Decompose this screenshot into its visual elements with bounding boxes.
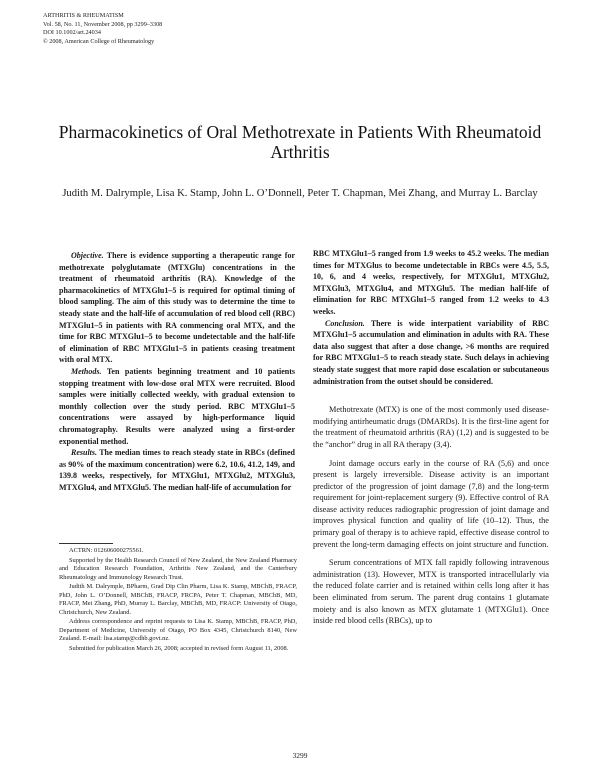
page-number: 3299 bbox=[292, 751, 308, 760]
journal-name: ARTHRITIS & RHEUMATISM bbox=[43, 12, 124, 19]
footnote-correspondence: Address correspondence and reprint requests to Lisa K. Stamp, MBChB, FRACP, PhD, Department of Medicine, University of Otago, PO Box 4345, Christchurch 8140, New Zealand. E-mail: lisa.stamp@cdhb.govt.nz. bbox=[59, 618, 297, 642]
journal-copyright: © 2008, American College of Rheumatology bbox=[43, 37, 155, 45]
left-column bbox=[59, 250, 295, 493]
article-authors: Judith M. Dalrymple, Lisa K. Stamp, John L. O’Donnell, Peter T. Chapman, Mei Zhang, and Murray L. Barclay bbox=[62, 188, 538, 199]
abstract-results-continued: RBC MTXGlu1–5 ranged from 1.9 weeks to 45.2 weeks. The median times for MTXGlus to become undetectable in RBCs were 4.5, 5.5, 10, 6, and 4 weeks, respectively, for MTXGlu1, MTXGlu2, MTXGlu3, MTXGlu4, and MTXGlu5. The median half-life of elimination for RBC MTXGlu1–5 ranged from 1.2 weeks to 4.3 weeks. bbox=[313, 249, 549, 316]
right-column bbox=[313, 248, 549, 634]
footnote-rule bbox=[59, 543, 113, 544]
results-lead: Results. bbox=[71, 448, 98, 458]
abstract-methods bbox=[59, 366, 295, 447]
article-title: Pharmacokinetics of Oral Methotrexate in Patients With Rheumatoid Arthritis bbox=[58, 122, 542, 162]
footnote-funding: Supported by the Health Research Council of New Zealand, the New Zealand Pharmacy and Education Research Foundation, Arthritis New Zealand, and the Canterbury Rheumatology and Immunology Research Trust. bbox=[59, 556, 297, 581]
journal-header bbox=[43, 12, 162, 46]
footnotes bbox=[59, 543, 297, 654]
conclusion-text: There is wide interpatient variability of RBC MTXGlu1–5 accumulation and elimination in adults with RA. These data also suggest that after a dose change, >6 months are required for RBC MTXGlu1–5 to reach steady state. Such delays in achieving steady state suggest that more rapid dose escalation or subcutaneous administration from the outset should be considered. bbox=[313, 318, 549, 386]
conclusion-lead: Conclusion. bbox=[325, 318, 365, 328]
footnote-submission: Submitted for publication March 26, 2008; accepted in revised form August 11, 2008. bbox=[69, 644, 289, 652]
methods-lead: Methods. bbox=[71, 366, 102, 376]
results-text: The median times to reach steady state in RBCs (defined as 90% of the maximum concentration) were 6.2, 10.6, 41.2, 149, and 139.8 weeks, respectively, for MTXGlu1, MTXGlu2, MTXGlu3, MTXGlu4, and MTXGlu5. The median half-life of accumulation for bbox=[59, 448, 295, 492]
journal-volume: Vol. 58, No. 11, November 2008, pp 3299–3308 bbox=[43, 20, 163, 28]
abstract-right bbox=[313, 248, 549, 387]
objective-lead: Objective. bbox=[71, 251, 104, 260]
abstract-results bbox=[59, 447, 295, 493]
methods-text: Ten patients beginning treatment and 10 patients stopping treatment with low-dose oral MTX were recruited. Blood samples were initially collected weekly, with gradual extension to monthly collection over the study period. RBC MTXGlu1–5 concentrations were assayed by high-performance liquid chromatography. Results were analyzed using a first-order exponential method. bbox=[59, 366, 295, 446]
abstract-left bbox=[59, 250, 295, 493]
footnote-affiliations: Judith M. Dalrymple, BPharm, Grad Dip Clin Pharm, Lisa K. Stamp, MBChB, FRACP, PhD, John L. O’Donnell, MBChB, FRACP, FRCPA, Peter T. Chapman, MBChB, MD, FRACP, Mei Zhang, PhD, Murray L. Barclay, MBChB, MD, FRACP: University of Otago, Christchurch, New Zealand. bbox=[59, 583, 297, 616]
body-paragraph: Joint damage occurs early in the course of RA (5,6) and once present is largely irreversible. Disease activity is an important predictor of the progression of joint damage (7,8) and the long-term requirement for joint-replacement surgery (9). Effective control of RA disease activity reduces radiographic progression of joint damage and improves physical function and quality of life (10–12). Thus, the primary goal of therapy is to achieve rapid, effective disease control to prevent the long-term damaging effects on joint structure and function. bbox=[313, 458, 549, 549]
abstract-objective bbox=[59, 250, 295, 366]
abstract-conclusion bbox=[313, 318, 549, 388]
body-text bbox=[313, 404, 549, 627]
body-paragraph: Methotrexate (MTX) is one of the most commonly used disease-modifying antirheumatic drugs (DMARDs). It is the first-line agent for the treatment of rheumatoid arthritis (RA) (1,2) and is suggested to be the “anchor” drug in all RA therapy (3,4). bbox=[313, 405, 549, 449]
objective-text: There is evidence supporting a therapeutic range for methotrexate polyglutamate (MTXGlu) concentrations in the treatment of rheumatoid arthritis (RA). Knowledge of the pharmacokinetics of MTXGlu1–5 is required for optimal timing of blood sampling. The aim of this study was to determine the time to steady state and the half-life of accumulation of red blood cell (RBC) MTXGlu1–5 in patients with RA commencing oral MTX, and the time for RBC MTXGlu1–5 to become undetectable and the half-life of elimination of RBC MTXGlu1–5 in patients ceasing treatment with oral MTX. bbox=[59, 251, 295, 365]
footnote-trial-id: ACTRN: 012606000275561. bbox=[69, 547, 144, 554]
body-paragraph: Serum concentrations of MTX fall rapidly following intravenous administration (13). However, MTX is transported intracellularly via the reduced folate carrier and is retained within cells long after it has been eliminated from serum. The parent drug contains 1 glutamate moiety and is also known as MTX glutamate 1 (MTXGlu1). Once inside red blood cells (RBCs), up to bbox=[313, 558, 549, 626]
journal-doi: DOI 10.1002/art.24034 bbox=[43, 29, 101, 37]
